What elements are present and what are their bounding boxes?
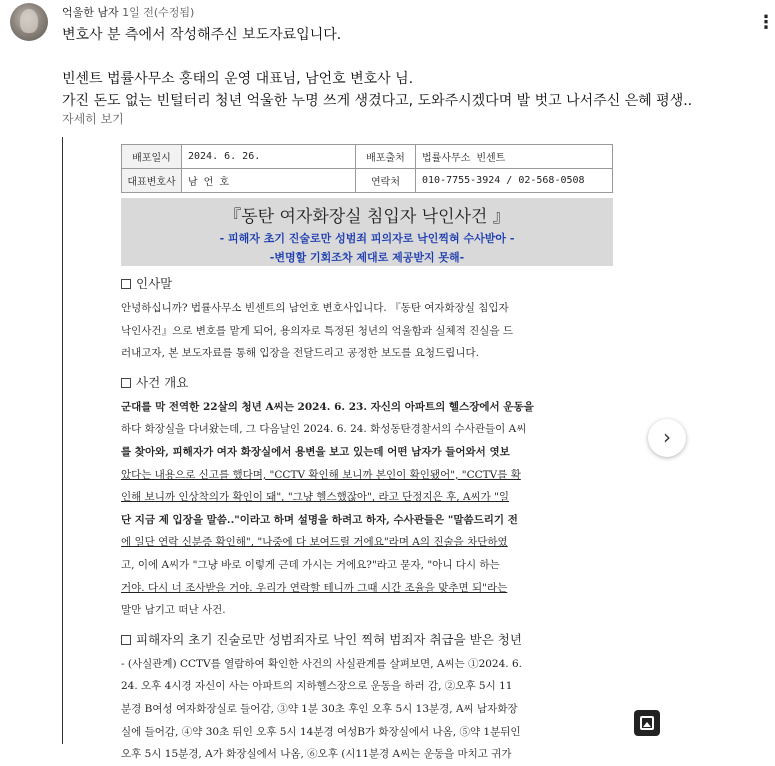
- release-title: 『동탄 여자화장실 침입자 낙인사건 』: [224, 207, 510, 227]
- checkbox-bullet-icon: [121, 378, 131, 388]
- date-value: 2024. 6. 26.: [182, 145, 356, 169]
- section-paragraph: 군대를 막 전역한 22살의 청년 A씨는 2024. 6. 23. 자신의 아파트의 헬스장에서 운동을 하다 화장실을 다녀왔는데, 그 다음날인 2024. 6. 24. 화성동탄경찰서의 수사관들이 A씨 를 찾아와, 피해자가 여자 화장실에서 용변을 보고 있는데 어떤 남자가 들어와서 엿보 았다는 내용으로 신고를 했다며, "CCTV 확인해 보니까 본인이 확인됐어", "CCTV를 확 인해 보니까 인상착의가 확인이 돼", "그냥 헬스했잖아", 라고 단정지은 후, A씨가 "일 단 지금 제 입장을 말씀.."이라고 하며 설명을 하려고 하자, 수사관들은 "말씀드리기 전 에 일단 연락 신분증 확인해", "나중에 다 보여드릴 거에요"라며 A의 진술을 차단하였 고, 이에 A씨가 "그냥 바로 이렇게 근데 가시는 거에요?"라고 묻자, "아니 다시 하는 거야. 다시 너 조사받을 거야. 우리가 연락할 테니까 그때 시간 조율을 맞추면 되"라는 말만 남기고 떠난 사건.: [121, 400, 534, 617]
- next-image-button[interactable]: [648, 419, 686, 457]
- release-subtitle: -변명할 기회조차 제대로 제공받지 못해-: [269, 251, 465, 264]
- more-options-icon[interactable]: ⋮: [757, 12, 775, 33]
- release-title-banner: [121, 198, 613, 266]
- date-label: 배포일시: [122, 145, 182, 169]
- comment-text-line: 변호사 분 측에서 작성해주신 보도자료입니다.: [62, 27, 342, 43]
- rep-label: 대표변호사: [122, 169, 182, 193]
- avatar[interactable]: [10, 3, 48, 41]
- section-heading: 인사말: [121, 274, 613, 292]
- contact-label: 연락처: [356, 169, 416, 193]
- attached-image[interactable]: [62, 137, 702, 761]
- section-paragraph: - (사실관계) CCTV를 열람하여 확인한 사건의 사실관계를 살펴보면, A씨는 ①2024. 6. 24. 오후 4시경 자신이 사는 아파트의 지하헬스장으로 운동을 하러 감, ②오후 5시 11 분경 B여성 여자화장실로 들어감, ③약 1분 30초 후인 오후 5시 13분경, A씨 남자화장 실에 들어감, ④약 30초 뒤인 오후 5시 14분경 여성B가 화장실에서 나옴, ⑤약 1분뒤인 오후 5시 15분경, A가 화장실에서 나옴, ⑥오후 (시11분경 A씨는 운동을 마치고 귀가: [121, 657, 522, 761]
- section-heading: 사건 개요: [121, 373, 613, 391]
- checkbox-bullet-icon: [121, 635, 131, 645]
- chevron-right-icon: ›: [663, 425, 671, 449]
- checkbox-bullet-icon: [121, 279, 131, 289]
- rep-value: 남 언 호: [182, 169, 356, 193]
- comment-text-line: 빈센트 법률사무소 홍태의 운영 대표님, 남언호 변호사 님.: [62, 71, 414, 87]
- comment-text-line: 가진 돈도 없는 빈털터리 청년 억울한 누명 쓰게 생겼다고, 도와주시겠다며 발 벗고 나서주신 은혜 평생..: [62, 93, 693, 109]
- image-icon[interactable]: [634, 710, 660, 736]
- press-release-document: [121, 144, 613, 766]
- read-more-link[interactable]: 자세히 보기: [62, 112, 124, 126]
- source-label: 배포출처: [356, 145, 416, 169]
- release-subtitle: - 피해자 초기 진술로만 성범죄 피의자로 낙인찍혀 수사받아 -: [219, 232, 515, 245]
- comment-time[interactable]: 1일 전(수정됨): [122, 6, 195, 19]
- section-heading: 피해자의 초기 진술로만 성범죄자로 낙인 찍혀 범죄자 취급을 받은 청년: [121, 630, 613, 648]
- comment-author[interactable]: 억울한 남자: [62, 6, 119, 19]
- release-info-table: [121, 144, 613, 193]
- comment-meta: [62, 4, 194, 20]
- source-value: 법률사무소 빈센트: [416, 145, 613, 169]
- contact-value: 010-7755-3924 / 02-568-0508: [416, 169, 613, 193]
- section-paragraph: 안녕하십니까? 법률사무소 빈센트의 남언호 변호사입니다. 『동탄 여자화장실 침입자 낙인사건』으로 변호를 맡게 되어, 용의자로 특정된 청년의 억울함과 실체적 진실을 드 러내고자, 본 보도자료를 통해 입장을 전달드리고 공정한 보도를 요청드립니다.: [121, 302, 514, 360]
